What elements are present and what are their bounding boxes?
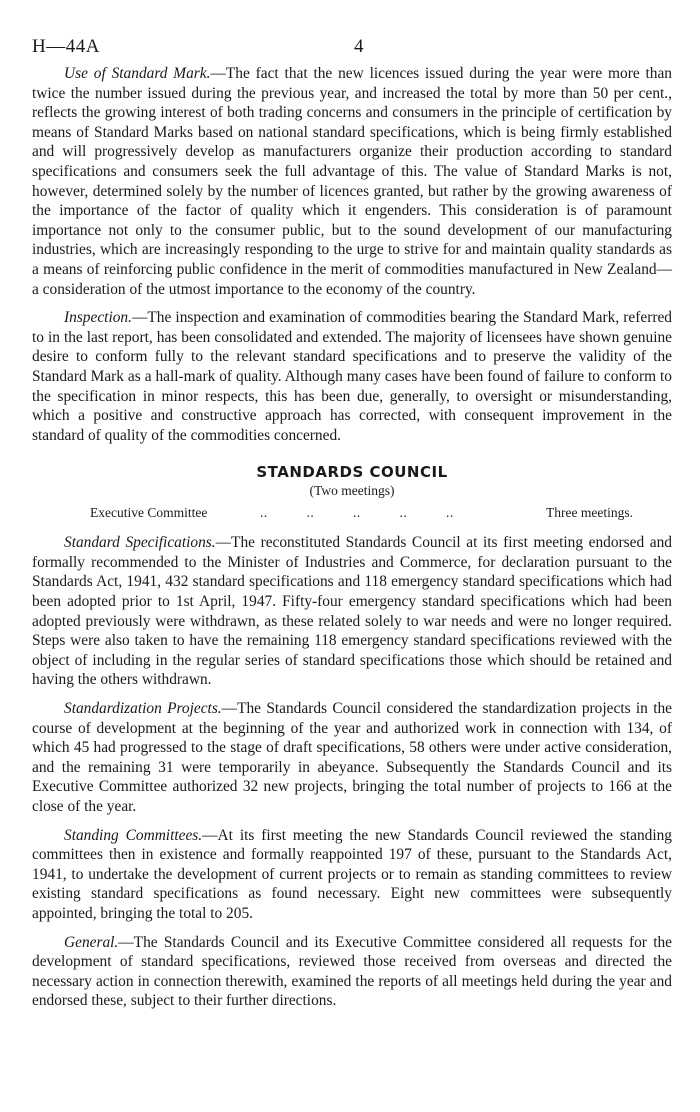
document-reference: H—44A <box>32 36 100 57</box>
paragraph-standard-mark <box>32 64 672 299</box>
paragraph-text: —The reconstituted Standards Council at its first meeting endorsed and formally recommended to the Minister of Industries and Commerce, for declaration pursuant to the Standards Act, 1941, 432 standard specifications and 118 emergency standard specifications which had been adopted prior to 1st April, 1947. Fifty-four emergency standard specifications which had been adopted previously were withdrawn, as these related solely to war needs and were no longer required. Steps were also taken to have the remaining 118 emergency standard specifications reviewed with the object of including in the regular series of standard specifications those which should be retained and having the others withdrawn. <box>32 534 673 689</box>
paragraph-lead: Standing Committees. <box>64 826 203 844</box>
section-subtitle: (Two meetings) <box>309 483 395 499</box>
paragraph-lead: Standardization Projects. <box>64 700 222 718</box>
paragraph-text: —The Standards Council and its Executive Committee considered all requests for the development of standard specifications, reviewed those received from overseas and directed the necessary action in connection therewith, examined the reports of all meetings held during the year and endorsed these, subject to their further directions. <box>32 933 672 1010</box>
paragraph-lead: General. <box>64 933 119 951</box>
page-number: 4 <box>354 36 364 57</box>
paragraph-standing-committees <box>32 826 672 924</box>
committee-meetings: Three meetings. <box>546 505 633 521</box>
committee-name: Executive Committee <box>90 505 208 521</box>
paragraph-standard-specifications <box>32 533 672 690</box>
paragraph-text: —The inspection and examination of commodities bearing the Standard Mark, referred to in the last report, has been consolidated and extended. The majority of licensees have shown genuine desire to conform fully to the relevant standard specifications and to preserve the validity of the Standard Mark as a hall-mark of quality. Although many cases have been found of failure to conform to the specification in minor respects, this has been due, generally, to oversight or misunderstanding, which a positive and constructive approach has corrected, with consequent improvement in the standard of quality of the commodities concerned. <box>32 309 672 444</box>
paragraph-text: —The Standards Council considered the standardization projects in the course of development at the beginning of the year and authorized work in connection with 134, of which 45 had progressed to the stage of draft specifications, 58 others were under active consideration, and the remaining 31 were temporarily in abeyance. Subsequently the Standards Council and its Executive Committee authorized 32 new projects, bringing the total number of projects to 166 at the close of the year. <box>32 700 673 815</box>
paragraph-text: —The fact that the new licences issued during the year were more than twice the number issued during the previous year, and increased the total by more than 50 per cent., reflects the growing interest of both trading concerns and consumers in the principle of certification by means of Standard Marks based on national standard specifications, which is being firmly established and will progressively develop as manufacturers organize their production according to standard specifications and consumers seek the full advantage of this. The value of Standard Marks is not, however, determined solely by the number of licences granted, but rather by the growing awareness of the importance of the factor of quality which it engenders. This consideration is of paramount importance not only to the consumer public, but to the sound development of our manufacturing industries, which are increasingly responding to the urge to strive for and maintain quality standards as a means of reinforcing public confidence in the merit of commodities manufactured in New Zealand—a consideration of the utmost importance to the economy of the country. <box>32 65 673 298</box>
paragraph-lead: Use of Standard Mark. <box>64 65 211 82</box>
section-title: STANDARDS COUNCIL <box>256 463 448 482</box>
leader-dots: .. .. .. .. .. <box>260 505 454 521</box>
paragraph-general <box>32 933 672 1011</box>
paragraph-lead: Standard Specifications. <box>64 534 216 552</box>
paragraph-text: —At its first meeting the new Standards Council reviewed the standing committees then in existence and formally reappointed 197 of these, pursuant to the Standards Act, 1941, to undertake the development of current projects or to remain as standing committees to review existing standard specifications as found necessary. Eight new committees were subsequently appointed, bringing the total to 205. <box>32 826 672 922</box>
paragraph-lead: Inspection. <box>64 309 132 327</box>
paragraph-inspection <box>32 308 672 445</box>
page-header <box>32 36 672 64</box>
committee-row <box>32 505 672 525</box>
paragraph-standardization-projects <box>32 699 672 817</box>
